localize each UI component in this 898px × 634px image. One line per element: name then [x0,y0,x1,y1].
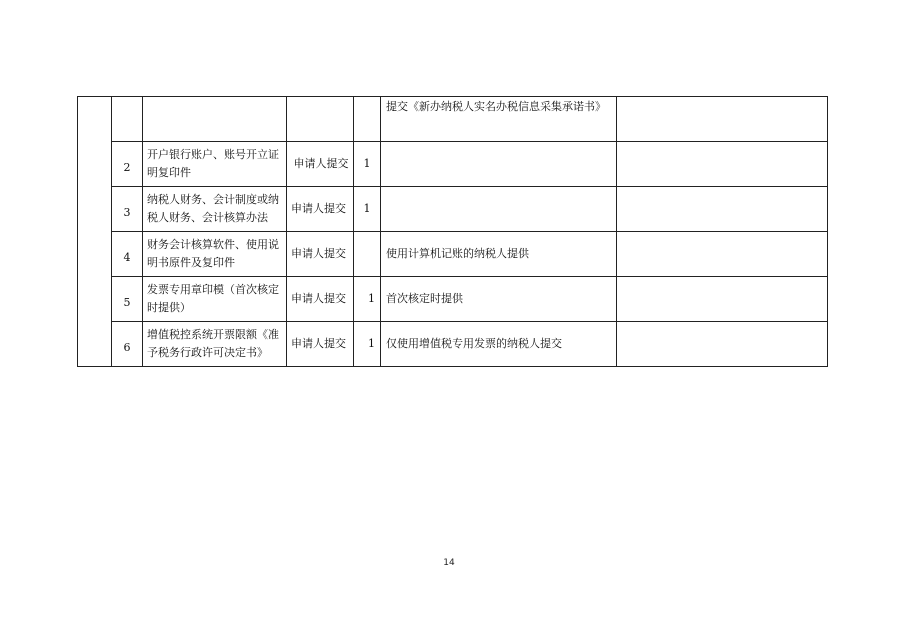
extra-cell [617,232,828,277]
page-number: 14 [443,558,455,568]
material-qty: 1 [354,277,381,322]
row-number: 5 [112,277,143,322]
extra-cell [617,277,828,322]
extra-cell [617,142,828,187]
row-number [112,97,143,142]
material-qty [354,232,381,277]
material-qty [354,97,381,142]
row-number: 2 [112,142,143,187]
material-name: 纳税人财务、会计制度或纳税人财务、会计核算办法 [143,187,287,232]
row-number: 3 [112,187,143,232]
extra-cell [617,322,828,367]
merged-left-cell [78,97,112,367]
table-row [78,142,828,187]
material-note: 使用计算机记账的纳税人提供 [381,232,617,277]
table-row [78,232,828,277]
extra-cell [617,97,828,142]
material-source [287,97,354,142]
material-name [143,97,287,142]
table-row [78,187,828,232]
material-qty: 1 [354,142,381,187]
material-note: 仅使用增值税专用发票的纳税人提交 [381,322,617,367]
materials-table [77,96,828,367]
table-row [78,277,828,322]
row-number: 6 [112,322,143,367]
material-note [381,142,617,187]
material-note: 提交《新办纳税人实名办税信息采集承诺书》 [381,97,617,142]
material-qty: 1 [354,322,381,367]
material-note [381,187,617,232]
material-name: 财务会计核算软件、使用说明书原件及复印件 [143,232,287,277]
material-source: 申请人提交 [287,142,354,187]
material-source: 申请人提交 [287,232,354,277]
material-name: 增值税控系统开票限额《准予税务行政许可决定书》 [143,322,287,367]
material-qty: 1 [354,187,381,232]
material-note: 首次核定时提供 [381,277,617,322]
material-name: 开户银行账户、账号开立证明复印件 [143,142,287,187]
extra-cell [617,187,828,232]
material-name: 发票专用章印模（首次核定时提供） [143,277,287,322]
material-source: 申请人提交 [287,277,354,322]
material-source: 申请人提交 [287,187,354,232]
material-source: 申请人提交 [287,322,354,367]
table-row [78,322,828,367]
row-number: 4 [112,232,143,277]
table-row [78,97,828,142]
